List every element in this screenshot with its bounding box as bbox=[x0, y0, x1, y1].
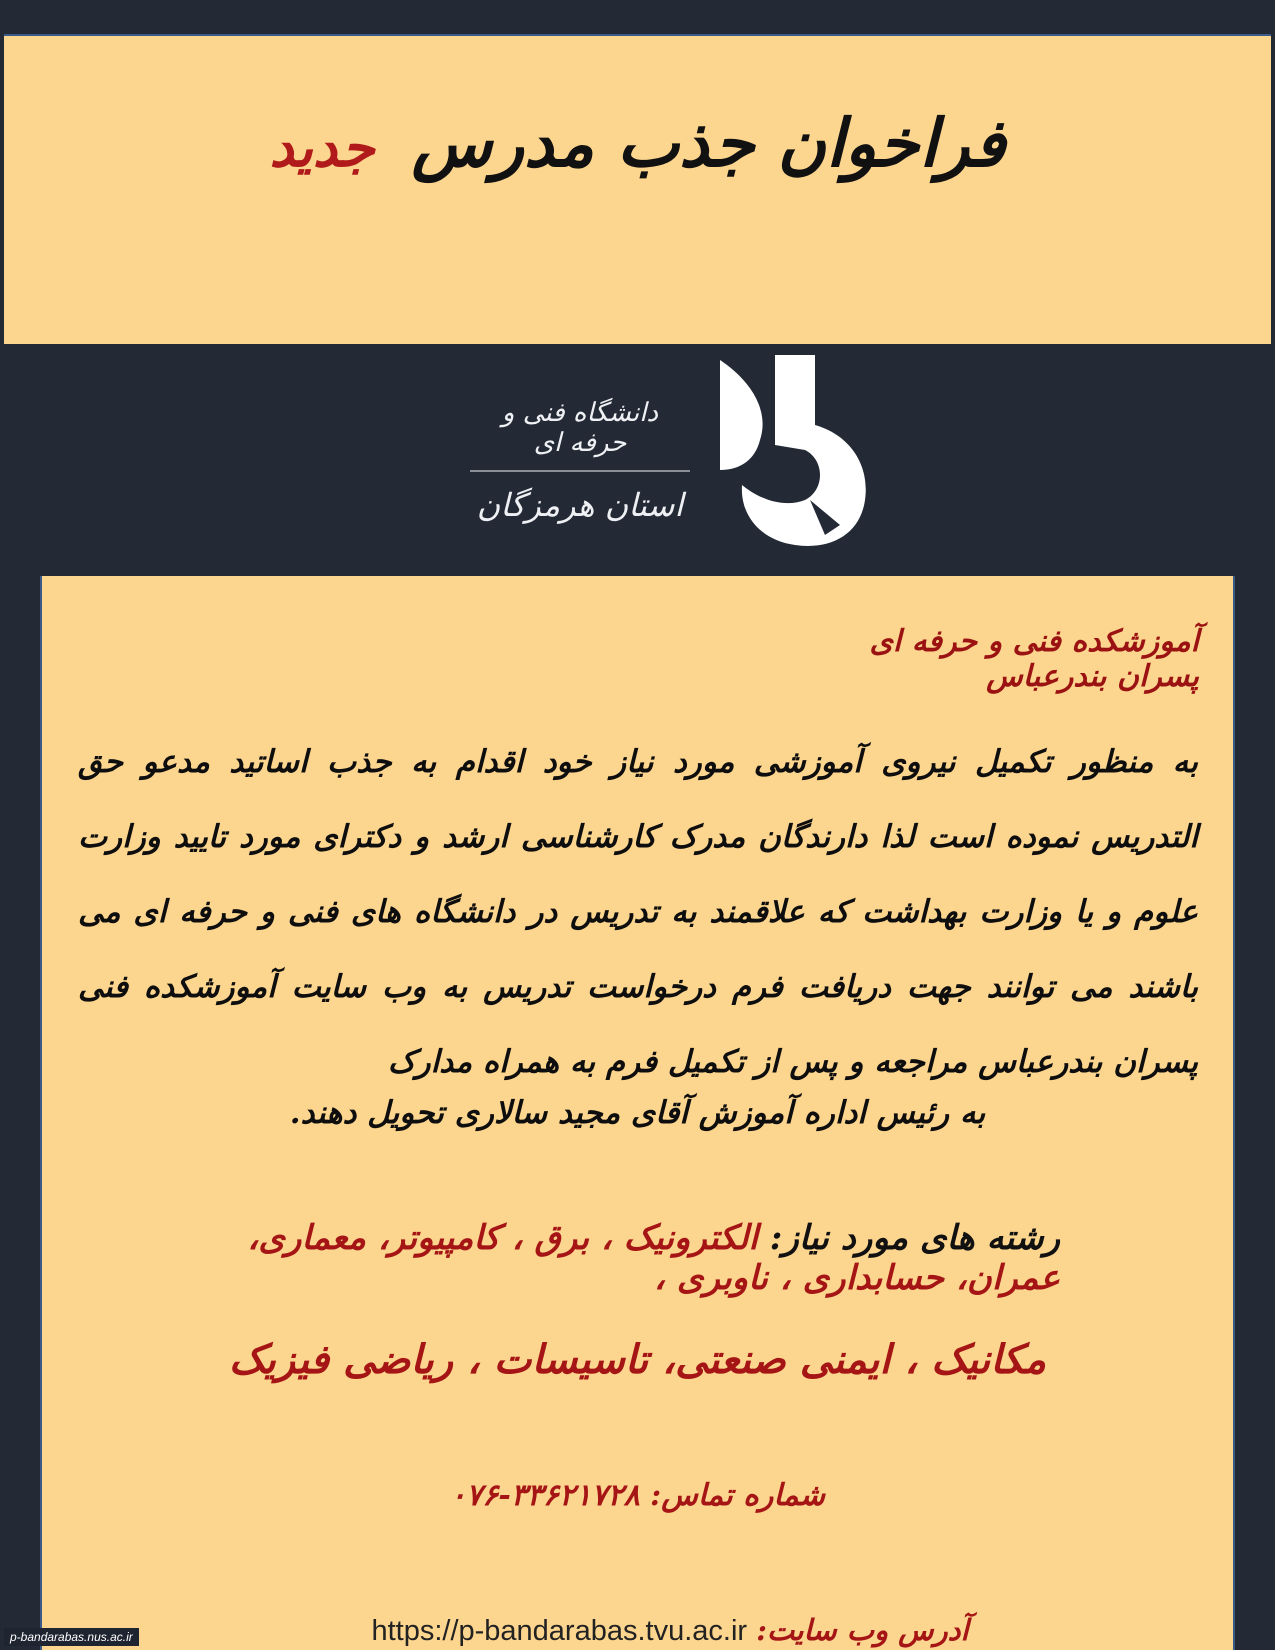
university-logo-text bbox=[470, 398, 690, 524]
college-name: آموزشکده فنی و حرفه ای پسران بندرعباس bbox=[869, 624, 1199, 694]
fields-list-continued: مکانیک ، ایمنی صنعتی، تاسیسات ، ریاضی فیزیک bbox=[228, 1336, 1046, 1383]
university-name: دانشگاه فنی و حرفه ای bbox=[470, 398, 690, 472]
title-accent: جدید bbox=[269, 115, 375, 179]
fields-label: رشته های مورد نیاز: bbox=[769, 1218, 1060, 1258]
fields-list: الکترونیک ، برق ، کامپیوتر، معماری، عمران، حسابداری ، ناوبری ، bbox=[247, 1218, 1060, 1298]
website-link[interactable]: https://p-bandarabas.tvu.ac.ir bbox=[371, 1615, 748, 1647]
page-title bbox=[0, 104, 1275, 182]
required-fields bbox=[200, 1218, 1060, 1298]
title-text: فراخوان جذب مدرس bbox=[411, 104, 1006, 182]
top-strip bbox=[0, 0, 1275, 34]
announcement-paragraph: به منظور تکمیل نیروی آموزشی مورد نیاز خود اقدام به جذب اساتید مدعو حق التدریس نموده است لذا دارندگان مدرک کارشناسی ارشد و دکترای مورد تایید وزارت علوم و یا وزارت بهداشت که علاقمند به تدریس در دانشگاه های فنی و حرفه ای می باشند می توانند جهت دریافت فرم درخواست تدریس به وب سایت آموزشکده فنی پسران بندرعباس مراجعه و پس از تکمیل فرم به همراه مدارک bbox=[78, 744, 1198, 1080]
province-name: استان هرمزگان bbox=[476, 486, 684, 524]
tvu-logo-icon bbox=[700, 350, 890, 550]
announcement-last-line: به رئیس اداره آموزش آقای مجید سالاری تحویل دهند. bbox=[289, 1095, 986, 1131]
contact-number: شماره تماس: ۳۳۶۲۱۷۲۸-۰۷۶ bbox=[450, 1478, 825, 1513]
header-band bbox=[4, 34, 1271, 346]
website-label: آدرس وب سایت: bbox=[756, 1613, 969, 1647]
watermark: p-bandarabas.nus.ac.ir bbox=[4, 1628, 139, 1646]
website-line bbox=[360, 1613, 980, 1648]
